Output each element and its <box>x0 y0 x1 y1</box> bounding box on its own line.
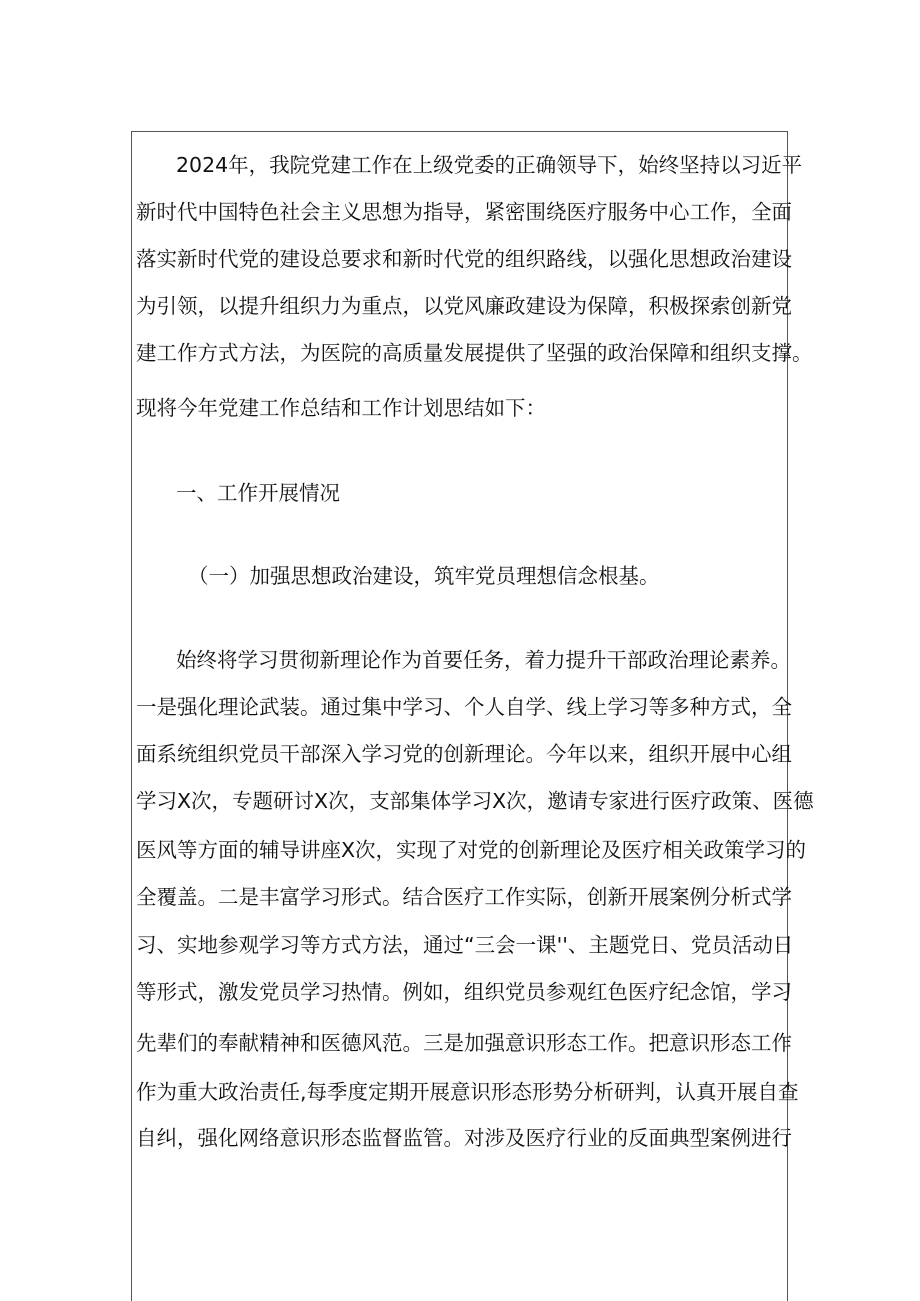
body-line-8: 等形式，激发党员学习热情。例如，组织党员参观红色医疗纪念馆，学习 <box>136 980 792 1004</box>
intro-line-1: 2024年，我院党建工作在上级党委的正确领导下，始终坚持以习近平 <box>176 153 803 177</box>
intro-line-3: 落实新时代党的建设总要求和新时代党的组织路线，以强化思想政治建设 <box>136 247 792 271</box>
body-line-1: 始终将学习贯彻新理论作为首要任务，着力提升干部政治理论素养。 <box>176 648 791 672</box>
body-line-10: 作为重大政治责任,每季度定期开展意识形态形势分析研判，认真开展自查 <box>136 1080 799 1104</box>
body-line-7: 习、实地参观学习等方式方法，通过“三会一课''、主题党日、党员活动日 <box>136 933 794 957</box>
body-line-9: 先辈们的奉献精神和医德风范。三是加强意识形态工作。把意识形态工作 <box>136 1031 792 1055</box>
body-line-11: 自纠，强化网络意识形态监督监管。对涉及医疗行业的反面典型案例进行 <box>136 1126 792 1150</box>
intro-line-2: 新时代中国特色社会主义思想为指导，紧密围绕医疗服务中心工作，全面 <box>136 200 792 224</box>
body-line-3: 面系统组织党员干部深入学习党的创新理论。今年以来，组织开展中心组 <box>136 742 792 766</box>
intro-line-6: 现将今年党建工作总结和工作计划思结如下： <box>136 396 546 420</box>
subsection-heading: （一）加强思想政治建设，筑牢党员理想信念根基。 <box>188 564 660 588</box>
body-line-2: 一是强化理论武装。通过集中学习、个人自学、线上学习等多种方式，全 <box>136 695 792 719</box>
intro-line-4: 为引领，以提升组织力为重点，以党风廉政建设为保障，积极探索创新党 <box>136 294 792 318</box>
body-line-5: 医风等方面的辅导讲座X次，实现了对党的创新理论及医疗相关政策学习的 <box>136 838 807 862</box>
intro-line-5: 建工作方式方法，为医院的高质量发展提供了坚强的政治保障和组织支撑。 <box>136 341 813 365</box>
section-heading: 一、工作开展情况 <box>176 481 340 505</box>
body-line-6: 全覆盖。二是丰富学习形式。结合医疗工作实际，创新开展案例分析式学 <box>136 885 792 909</box>
body-line-4: 学习X次，专题研讨X次，支部集体学习X次，邀请专家进行医疗政策、医德 <box>136 789 814 813</box>
